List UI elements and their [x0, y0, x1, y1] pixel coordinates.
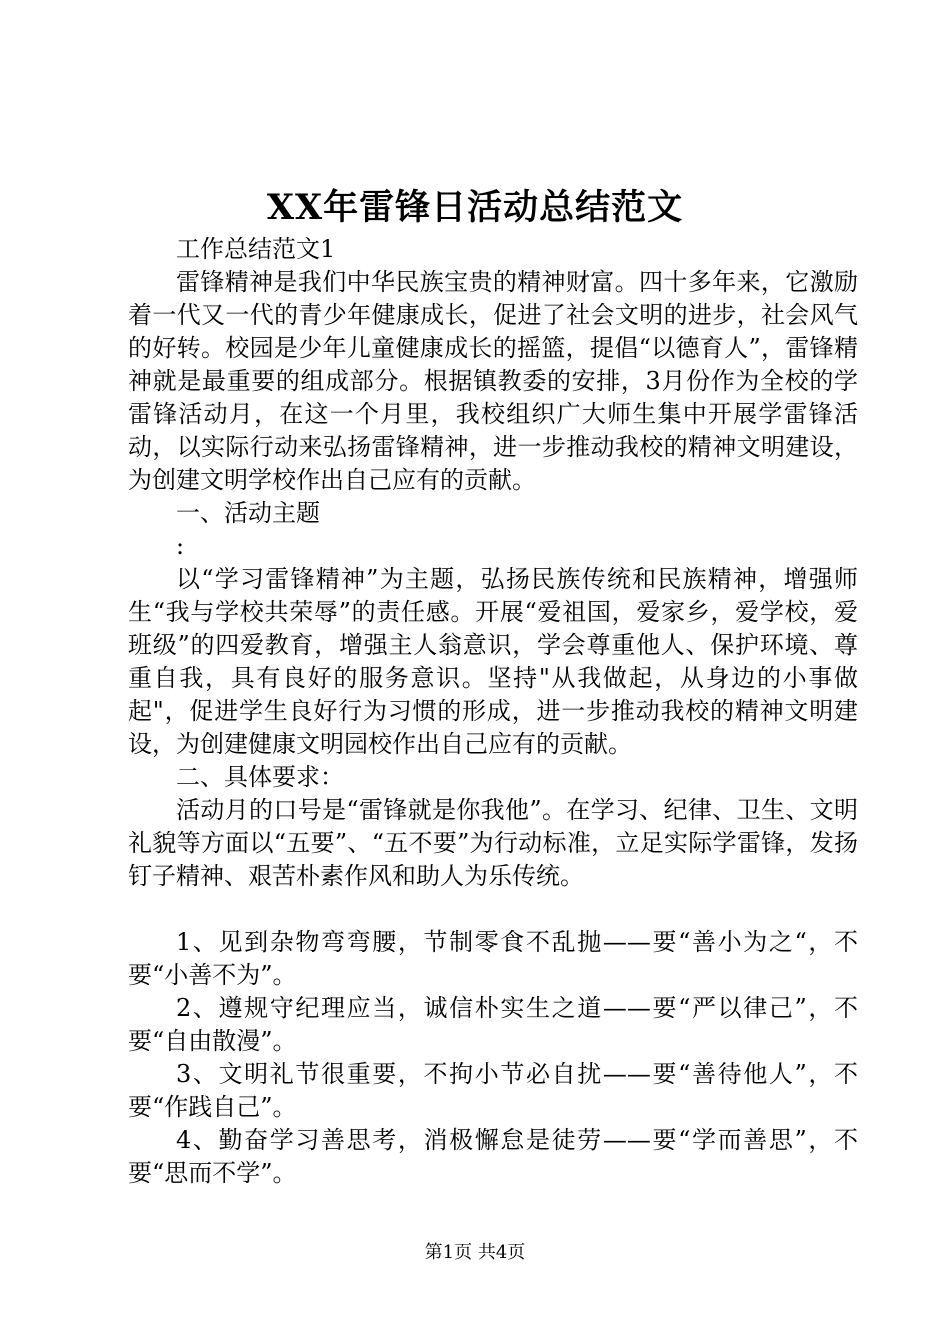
paragraph: : [176, 532, 185, 560]
section-heading: 二、具体要求： [176, 763, 344, 791]
list-item: 2、遵规守纪理应当，诚信朴实生之道——要“严以律己”，不要“自由散漫”。 [128, 994, 858, 1055]
list-item: 4、勤奋学习善思考，消极懈怠是徒劳——要“学而善思”，不要“思而不学”。 [128, 1126, 858, 1187]
list-item: 3、文明礼节很重要，不拘小节必自扰——要“善待他人”，不要“作践自己”。 [128, 1060, 858, 1121]
paragraph: 雷锋精神是我们中华民族宝贵的精神财富。四十多年来，它激励着一代又一代的青少年健康成长，促进了社会文明的进步，社会风气的好转。校园是少年儿童健康成长的摇篮，提倡“以德育人”，雷锋精神就是最重要的组成部分。根据镇教委的安排，3月份作为全校的学雷锋活动月，在这一个月里，我校组织广大师生集中开展学雷锋活动，以实际行动来弘扬雷锋精神，进一步推动我校的精神文明建设，为创建文明学校作出自己应有的贡献。 [128, 268, 858, 494]
section-heading: 工作总结范文1 [176, 235, 336, 263]
document-body [128, 233, 858, 1190]
document-title: XX年雷锋日活动总结范文 [266, 187, 684, 228]
section-heading: 一、活动主题 [176, 499, 320, 527]
list-item: 1、见到杂物弯弯腰，节制零食不乱抛——要“善小为之“，不要“小善不为”。 [128, 928, 858, 989]
paragraph: 活动月的口号是“雷锋就是你我他”。在学习、纪律、卫生、文明礼貌等方面以“五要”、“五不要”为行动标准，立足实际学雷锋，发扬钉子精神、艰苦朴素作风和助人为乐传统。 [128, 796, 858, 890]
page-footer: 第1页 共4页 [424, 1242, 526, 1263]
paragraph: 以“学习雷锋精神”为主题，弘扬民族传统和民族精神，增强师生“我与学校共荣辱”的责任感。开展“爱祖国，爱家乡，爱学校，爱班级”的四爱教育，增强主人翁意识，学会尊重他人、保护环境、尊重自我，具有良好的服务意识。坚持"从我做起，从身边的小事做起"，促进学生良好行为习惯的形成，进一步推动我校的精神文明建设，为创建健康文明园校作出自己应有的贡献。 [128, 565, 858, 758]
paragraph-spacer [128, 893, 858, 926]
